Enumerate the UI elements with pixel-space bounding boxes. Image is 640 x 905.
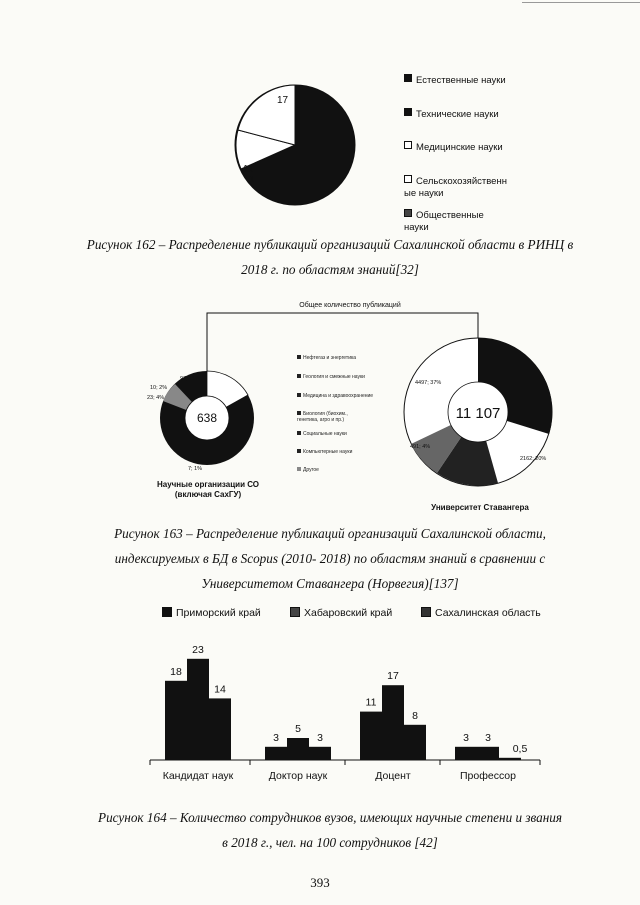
bar-label-1-2: 3 (317, 731, 323, 744)
bar-label-3-0: 3 (463, 731, 469, 744)
top-rule (522, 2, 640, 3)
fig162-legend-natural: Естественные науки (404, 74, 506, 87)
right-label-0: 4497; 37% (415, 380, 442, 386)
bar-label-2-2: 8 (412, 709, 418, 722)
fig163-caption-line1: Рисунок 163 – Распределение публикаций организаций Сахалинской области, (114, 526, 546, 541)
fig163-legend-3: Биология (биохим., генетика, агро и пр.) (297, 411, 348, 423)
fig162-pie (225, 75, 385, 215)
bar-label-2-1: 17 (387, 670, 399, 683)
pie-label-17: 17 (277, 95, 289, 106)
bar-label-2-0: 11 (365, 696, 377, 709)
fig164-legend-1: Хабаровский край (290, 607, 392, 619)
bar-label-0-2: 14 (214, 683, 226, 696)
right-center-value: 11 107 (455, 405, 501, 422)
fig162-legend-social: Общественные науки (404, 210, 484, 233)
bar-label-3-2: 0,5 (512, 742, 528, 755)
left-label-1: 10; 2% (150, 385, 168, 391)
fig163-caption-line3: Университетом Ставангера (Норвегия)[137] (201, 576, 459, 591)
category-label-1: Доктор наук (268, 770, 328, 782)
category-label-0: Кандидат наук (162, 770, 234, 782)
fig164-legend-2: Сахалинская область (421, 607, 541, 619)
bar-3-2 (499, 758, 521, 760)
pie-label-1: 1 (249, 174, 255, 184)
category-label-3: Профессор (459, 770, 517, 782)
bar-3-1 (477, 747, 499, 760)
bar-1-1 (287, 738, 309, 760)
fig163-top-label: Общее количество публикаций (250, 302, 450, 309)
fig162-legend-agri: Сельскохозяйственн ые науки (404, 176, 507, 199)
pie-label-11: 11 (243, 164, 254, 175)
fig163-legend-6: Другое (297, 467, 319, 473)
bar-label-3-1: 3 (485, 731, 491, 744)
page-number: 393 (310, 875, 330, 890)
fig164-legend-0: Приморский край (162, 607, 261, 619)
bar-1-2 (309, 747, 331, 760)
fig164-bar-chart (140, 625, 560, 795)
fig162-legend-medical: Медицинские науки (404, 141, 503, 154)
fig163-diagram (0, 300, 640, 520)
left-center-value: 638 (196, 411, 218, 425)
fig164-caption-line1: Рисунок 164 – Количество сотрудников вузов, имеющих научные степени и звания (98, 810, 562, 825)
fig162-caption-line1: Рисунок 162 – Распределение публикаций организаций Сахалинской области в РИНЦ в (86, 237, 574, 252)
fig163-legend-5: Компьютерные науки (297, 449, 352, 455)
fig163-legend-0: Нефтегаз и энергетика (297, 355, 356, 361)
bar-1-0 (265, 747, 287, 760)
bar-label-0-0: 18 (170, 665, 182, 678)
fig163-left-caption: Научные организации СО (включая СахГУ) (156, 480, 260, 499)
fig163-caption-line2: индексируемых в БД в Scopus (2010- 2018) по областям знаний в сравнении с (114, 551, 546, 566)
fig163-legend-1: Геология и смежные науки (297, 374, 365, 380)
bar-0-1 (187, 659, 209, 760)
bar-label-1-1: 5 (295, 723, 301, 735)
fig163-legend-4: Социальные науки (297, 431, 347, 437)
left-label-0: 97; 15% (180, 376, 201, 382)
right-label-1: 2162; 20% (520, 456, 547, 462)
left-label-2: 23; 4% (147, 395, 165, 401)
bar-2-2 (404, 725, 426, 760)
bar-0-0 (165, 681, 187, 760)
bar-0-2 (209, 698, 231, 760)
fig162-legend-technical: Технические науки (404, 108, 499, 121)
bar-2-0 (360, 712, 382, 760)
bar-label-0-1: 23 (192, 643, 204, 656)
bar-label-1-0: 3 (273, 731, 279, 744)
right-label-2: 491; 4% (410, 444, 431, 450)
bar-3-0 (455, 747, 477, 760)
fig162-caption-line2: 2018 г. по областям знаний[32] (241, 262, 419, 277)
fig163-right-caption: Университет Ставангера (431, 503, 529, 512)
category-label-2: Доцент (375, 770, 411, 782)
fig163-legend-2: Медицина и здравоохранение (297, 393, 373, 399)
left-label-3: 7; 1% (188, 466, 203, 472)
fig164-caption-line2: в 2018 г., чел. на 100 сотрудников [42] (222, 835, 438, 850)
bar-2-1 (382, 685, 404, 760)
